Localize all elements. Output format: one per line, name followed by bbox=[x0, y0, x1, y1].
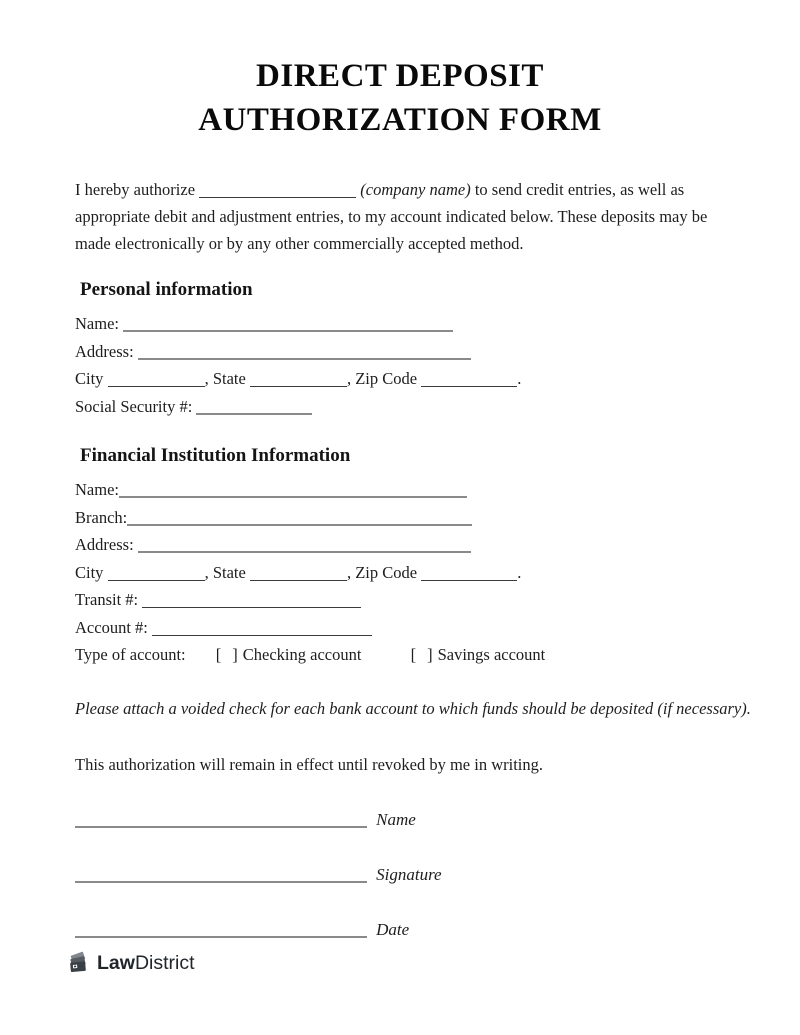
authorization-note: This authorization will remain in effect until revoked by me in writing. bbox=[75, 755, 543, 774]
signature-signature-blank bbox=[75, 867, 367, 883]
financial-address-blank bbox=[138, 537, 471, 553]
intro-rest: to send credit entries, as well as appropriate debit and adjustment entries, to my account indicated below. These deposits may be made electronically or by any other commercially accepted method. bbox=[75, 180, 708, 253]
intro-paragraph bbox=[75, 176, 720, 257]
signature-signature-label: Signature bbox=[376, 865, 442, 884]
financial-account-row bbox=[75, 614, 755, 642]
personal-zip-label: Zip Code bbox=[355, 369, 418, 388]
layers-icon bbox=[67, 951, 97, 976]
personal-city-state-zip-row bbox=[75, 365, 755, 393]
voided-check-note: Please attach a voided check for each bank account to which funds should be deposited (if necessary). bbox=[75, 699, 751, 718]
personal-city-label: City bbox=[75, 369, 104, 388]
signature-name-row bbox=[75, 806, 442, 834]
financial-state-blank bbox=[250, 566, 347, 581]
signature-name-label: Name bbox=[376, 810, 416, 829]
company-name-hint: (company name) bbox=[360, 180, 471, 199]
personal-information-section bbox=[75, 279, 755, 420]
form-title-line1: DIRECT DEPOSIT bbox=[256, 58, 544, 94]
financial-branch-blank bbox=[127, 510, 472, 526]
checkbox-bracket-close: ] bbox=[232, 645, 238, 664]
financial-transit-row bbox=[75, 586, 755, 614]
financial-state-label: State bbox=[212, 562, 246, 582]
checkbox-bracket-open: [ bbox=[215, 645, 222, 664]
comma: , bbox=[204, 562, 209, 582]
comma: , bbox=[204, 369, 209, 388]
checking-account-checkbox bbox=[216, 645, 362, 664]
form-title bbox=[0, 54, 800, 142]
financial-account-blank bbox=[152, 621, 372, 636]
signature-date-blank bbox=[75, 922, 367, 938]
financial-address-label: Address: bbox=[75, 535, 134, 554]
brand-name-bold: Law bbox=[97, 952, 135, 974]
personal-address-label: Address: bbox=[75, 341, 134, 361]
financial-city-label: City bbox=[75, 562, 104, 582]
comma: , bbox=[346, 369, 352, 388]
signature-date-row bbox=[75, 916, 442, 944]
financial-city-blank bbox=[108, 566, 205, 581]
financial-institution-section bbox=[75, 445, 755, 669]
personal-ssn-label: Social Security #: bbox=[75, 396, 193, 416]
financial-section-heading: Financial Institution Information bbox=[80, 445, 351, 466]
financial-city-state-zip-row bbox=[75, 559, 755, 587]
financial-branch-label: Branch: bbox=[75, 507, 128, 527]
financial-name-label: Name: bbox=[75, 480, 119, 499]
personal-ssn-row bbox=[75, 393, 755, 421]
financial-name-blank bbox=[119, 482, 467, 498]
savings-account-label: Savings account bbox=[437, 645, 546, 664]
checkbox-bracket-open: [ bbox=[410, 645, 417, 664]
comma: , bbox=[346, 562, 352, 582]
period: . bbox=[517, 369, 522, 388]
financial-zip-blank bbox=[421, 566, 517, 581]
personal-name-label: Name: bbox=[75, 314, 119, 333]
signature-signature-row bbox=[75, 861, 442, 889]
financial-transit-label: Transit #: bbox=[75, 590, 139, 609]
personal-address-blank bbox=[138, 344, 471, 360]
financial-branch-row bbox=[75, 504, 755, 532]
signature-block bbox=[75, 806, 442, 971]
savings-account-checkbox bbox=[411, 645, 546, 664]
company-name-blank bbox=[199, 183, 356, 198]
personal-state-blank bbox=[250, 372, 347, 387]
personal-ssn-blank bbox=[196, 399, 312, 415]
personal-section-heading: Personal information bbox=[80, 279, 253, 300]
form-title-line2: AUTHORIZATION FORM bbox=[198, 102, 602, 138]
period: . bbox=[517, 562, 522, 582]
checkbox-bracket-close: ] bbox=[427, 645, 433, 664]
signature-name-blank bbox=[75, 812, 367, 828]
account-type-label: Type of account: bbox=[75, 645, 186, 664]
intro-lead: I hereby authorize bbox=[75, 180, 196, 199]
personal-name-blank bbox=[123, 316, 453, 332]
financial-name-row bbox=[75, 476, 755, 504]
financial-transit-blank bbox=[142, 593, 361, 608]
brand-name-regular: District bbox=[134, 952, 195, 974]
personal-address-row bbox=[75, 338, 755, 366]
lawdistrict-logo bbox=[67, 951, 195, 976]
financial-address-row bbox=[75, 531, 755, 559]
checking-account-label: Checking account bbox=[242, 645, 362, 664]
personal-city-blank bbox=[108, 372, 205, 387]
signature-date-label: Date bbox=[376, 920, 410, 939]
personal-name-row bbox=[75, 310, 755, 338]
account-type-row bbox=[75, 641, 755, 669]
financial-zip-label: Zip Code bbox=[355, 562, 418, 582]
personal-state-label: State bbox=[212, 369, 246, 388]
financial-account-label: Account #: bbox=[75, 617, 148, 637]
personal-zip-blank bbox=[421, 372, 517, 387]
